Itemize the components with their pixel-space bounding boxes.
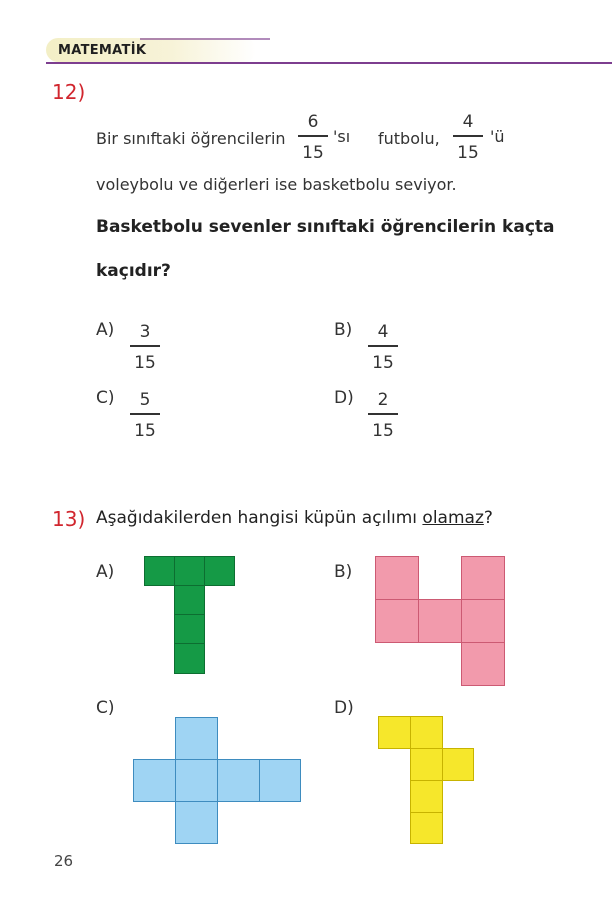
q13-prompt-emphasis: olamaz xyxy=(422,508,484,528)
question-13-number: 13) xyxy=(52,507,86,531)
net-square xyxy=(461,556,505,600)
q13-prompt xyxy=(96,508,493,528)
net-square xyxy=(175,759,218,802)
net-square xyxy=(375,556,419,600)
net-square xyxy=(461,642,505,686)
q12-option-d-fraction[interactable] xyxy=(368,388,398,443)
net-square xyxy=(174,614,205,644)
q13-option-c-label[interactable]: C) xyxy=(96,698,115,718)
net-square xyxy=(378,716,411,749)
net-square xyxy=(418,599,462,643)
fraction-bar xyxy=(130,345,160,347)
q12-suffix2: 'ü xyxy=(490,127,505,146)
q12-suffix1: 'sı xyxy=(333,127,351,146)
q13-prompt-text: Aşağıdakilerden hangisi küpün açılımı xyxy=(96,508,423,528)
fraction-denominator: 15 xyxy=(134,420,156,441)
fraction-numerator: 4 xyxy=(377,322,389,342)
fraction-denominator: 15 xyxy=(372,352,394,373)
net-square xyxy=(375,599,419,643)
fraction-bar xyxy=(368,345,398,347)
fraction-denominator: 15 xyxy=(457,142,479,163)
fraction-numerator: 3 xyxy=(139,322,151,342)
q13-option-d-label[interactable]: D) xyxy=(334,698,354,718)
question-12-number: 12) xyxy=(52,80,86,104)
fraction-numerator: 4 xyxy=(462,112,474,132)
net-square xyxy=(410,812,443,844)
q12-prompt-line2: kaçıdır? xyxy=(96,261,171,281)
net-square xyxy=(144,556,175,586)
net-square xyxy=(410,780,443,813)
q12-text-line2: voleybolu ve diğerleri ise basketbolu seviyor. xyxy=(96,175,457,194)
q12-prompt-line1: Basketbolu sevenler sınıftaki öğrencilerin kaçta xyxy=(96,217,555,237)
subject-title: MATEMATİK xyxy=(58,43,147,58)
net-square xyxy=(174,556,205,586)
q13-option-a-net[interactable] xyxy=(144,556,236,676)
q12-option-c-fraction[interactable] xyxy=(130,388,160,443)
net-square xyxy=(410,748,443,781)
net-square xyxy=(217,759,260,802)
fraction-numerator: 2 xyxy=(377,390,389,410)
net-square xyxy=(442,748,474,781)
fraction-bar xyxy=(298,135,328,137)
q12-option-b-label[interactable]: B) xyxy=(334,320,353,340)
fraction-denominator: 15 xyxy=(302,142,324,163)
net-square xyxy=(461,599,505,643)
q13-option-d-net[interactable] xyxy=(378,716,474,846)
fraction-bar xyxy=(130,413,160,415)
q12-option-a-label[interactable]: A) xyxy=(96,320,115,340)
q13-prompt-end: ? xyxy=(483,508,493,528)
q13-option-a-label[interactable]: A) xyxy=(96,562,115,582)
net-square xyxy=(259,759,301,802)
page-number: 26 xyxy=(54,852,74,870)
q13-option-b-label[interactable]: B) xyxy=(334,562,353,582)
fraction-denominator: 15 xyxy=(372,420,394,441)
q12-text-part2: futbolu, xyxy=(378,129,440,148)
fraction-numerator: 6 xyxy=(307,112,319,132)
net-square xyxy=(175,717,218,760)
net-square xyxy=(204,556,235,586)
net-square xyxy=(174,643,205,674)
fraction-bar xyxy=(453,135,483,137)
q13-option-b-net[interactable] xyxy=(375,556,507,688)
q12-option-d-label[interactable]: D) xyxy=(334,388,354,408)
q12-text-part1: Bir sınıftaki öğrencilerin xyxy=(96,129,286,148)
net-square xyxy=(133,759,176,802)
fraction-denominator: 15 xyxy=(134,352,156,373)
fraction-numerator: 5 xyxy=(139,390,151,410)
net-square xyxy=(174,585,205,615)
net-square xyxy=(175,801,218,844)
net-square xyxy=(410,716,443,749)
q12-option-b-fraction[interactable] xyxy=(368,320,398,375)
header-accent-line xyxy=(140,38,270,40)
q12-option-c-label[interactable]: C) xyxy=(96,388,115,408)
fraction-bar xyxy=(368,413,398,415)
header-divider xyxy=(46,62,612,64)
q13-option-c-net[interactable] xyxy=(133,717,301,845)
q12-fraction-football xyxy=(298,110,328,165)
q12-option-a-fraction[interactable] xyxy=(130,320,160,375)
q12-fraction-volleyball xyxy=(453,110,483,165)
